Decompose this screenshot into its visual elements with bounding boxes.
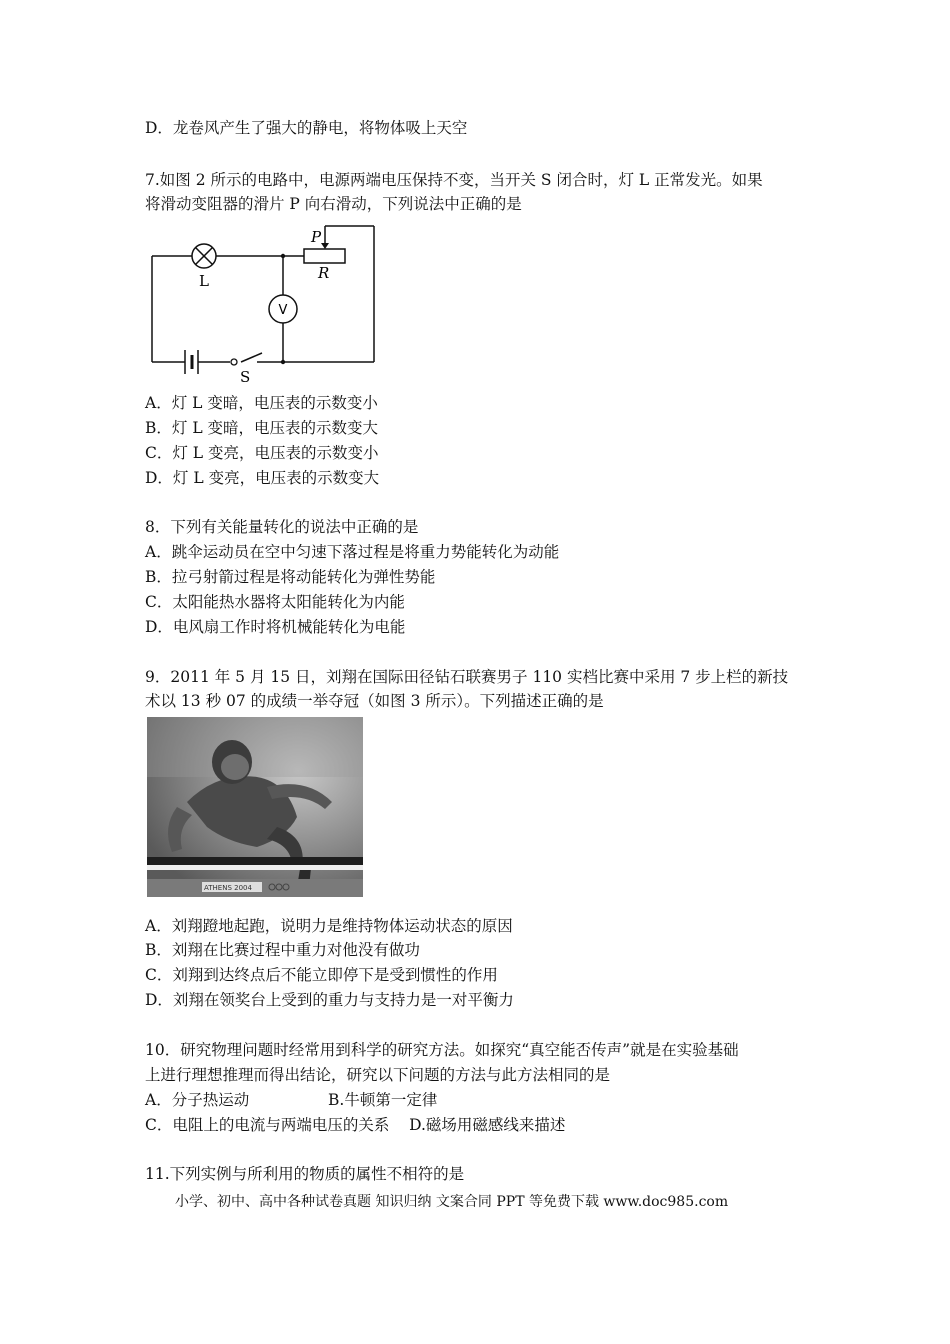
- rheostat-label: R: [318, 264, 330, 282]
- q9-stem-line2: 术以 13 秒 07 的成绩一举夺冠（如图 3 所示）。下列描述正确的是: [145, 692, 604, 710]
- circuit-diagram: [145, 222, 385, 387]
- q8-option-d: D．电风扇工作时将机械能转化为电能: [145, 618, 406, 636]
- q9-stem-line1: 9．2011 年 5 月 15 日，刘翔在国际田径钻石联赛男子 110 实档比赛中采用 7 步上栏的新技: [145, 668, 789, 686]
- q9-option-b: B．刘翔在比赛过程中重力对他没有做功: [145, 941, 420, 959]
- q8-option-b: B．拉弓射箭过程是将动能转化为弹性势能: [145, 568, 436, 586]
- q11-stem: 11.下列实例与所利用的物质的属性不相符的是: [145, 1165, 465, 1183]
- q10-options-line2: C．电阻上的电流与两端电压的关系 D.磁场用磁感线来描述: [145, 1116, 566, 1134]
- page-footer: 小学、初中、高中各种试卷真题 知识归纳 文案合同 PPT 等免费下载 www.doc985.com: [175, 1194, 729, 1210]
- q10-stem-line1: 10．研究物理问题时经常用到科学的研究方法。如探究“真空能否传声”就是在实验基础: [145, 1041, 739, 1059]
- q7-option-c: C．灯 L 变亮，电压表的示数变小: [145, 444, 379, 462]
- voltmeter-label: V: [278, 303, 288, 318]
- slider-label: P: [311, 228, 322, 246]
- hurdler-photo: [147, 717, 363, 897]
- q7-option-b: B．灯 L 变暗，电压表的示数变大: [145, 419, 379, 437]
- q7-option-d: D．灯 L 变亮，电压表的示数变大: [145, 469, 380, 487]
- q8-option-c: C．太阳能热水器将太阳能转化为内能: [145, 593, 405, 611]
- q9-option-c: C．刘翔到达终点后不能立即停下是受到惯性的作用: [145, 966, 498, 984]
- q9-option-d: D．刘翔在领奖台上受到的重力与支持力是一对平衡力: [145, 991, 514, 1009]
- q7-stem-line1: 7.如图 2 所示的电路中，电源两端电压保持不变，当开关 S 闭合时，灯 L 正常发光。如果: [145, 171, 763, 189]
- q9-option-a: A．刘翔蹬地起跑，说明力是维持物体运动状态的原因: [145, 917, 513, 935]
- lamp-label: L: [199, 272, 209, 290]
- q7-option-a: A．灯 L 变暗，电压表的示数变小: [145, 394, 378, 412]
- q10-options-line1: A．分子热运动 B.牛顿第一定律: [145, 1091, 438, 1109]
- q7-stem-line2: 将滑动变阻器的滑片 P 向右滑动，下列说法中正确的是: [145, 195, 522, 213]
- q6-option-d: D．龙卷风产生了强大的静电，将物体吸上天空: [145, 119, 468, 137]
- q8-option-a: A．跳伞运动员在空中匀速下落过程是将重力势能转化为动能: [145, 543, 560, 561]
- q8-stem: 8．下列有关能量转化的说法中正确的是: [145, 518, 419, 536]
- switch-label: S: [240, 368, 251, 386]
- q10-stem-line2: 上进行理想推理而得出结论，研究以下问题的方法与此方法相同的是: [145, 1066, 611, 1084]
- photo-banner-text: ATHENS 2004: [204, 884, 252, 892]
